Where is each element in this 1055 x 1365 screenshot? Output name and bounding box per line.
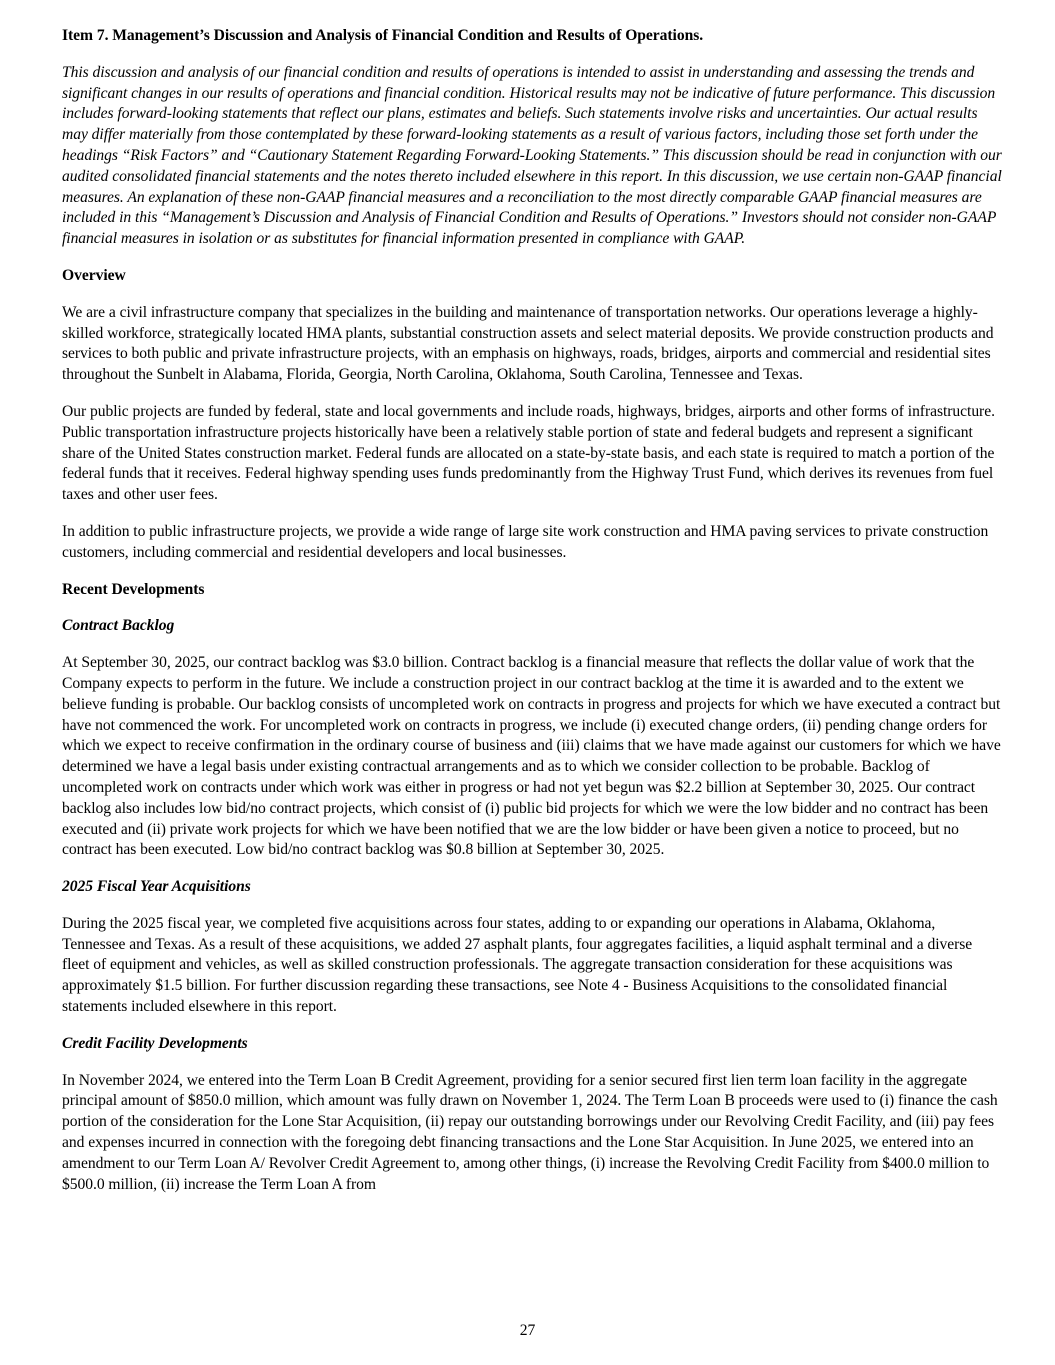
document-page [62, 26, 1002, 1211]
intro-paragraph: This discussion and analysis of our financial condition and results of operations is intended to assist in understanding and assessing the trends and significant changes in our results of operations and financial condition. Historical results may not be indicative of future performance. This discussion includes forward-looking statements that reflect our plans, estimates and beliefs. Such statements involve risks and uncertainties. Our actual results may differ materially from those contemplated by these forward-looking statements as a result of various factors, including those set forth under the headings “Risk Factors” and “Cautionary Statement Regarding Forward-Looking Statements.” This discussion should be read in conjunction with our audited consolidated financial statements and the notes thereto included elsewhere in this report. In this discussion, we use certain non-GAAP financial measures. An explanation of these non-GAAP financial measures and a reconciliation to the most directly comparable GAAP financial measures are included in this “Management’s Discussion and Analysis of Financial Condition and Results of Operations.” Investors should not consider non-GAAP financial measures in isolation or as substitutes for financial information presented in compliance with GAAP. [62, 63, 1002, 248]
section-title: Item 7. Management’s Discussion and Analysis of Financial Condition and Results of Operations. [62, 27, 704, 44]
acquisitions-paragraph: During the 2025 fiscal year, we completed five acquisitions across four states, adding to or expanding our operations in Alabama, Oklahoma, Tennessee and Texas. As a result of these acquisitions, we added 27 asphalt plants, four aggregates facilities, a liquid asphalt terminal and a diverse fleet of equipment and vehicles, as well as skilled construction professionals. The aggregate transaction consideration for these acquisitions was approximately $1.5 billion. For further discussion regarding these transactions, see Note 4 - Business Acquisitions to the consolidated financial statements included elsewhere in this report. [62, 914, 973, 1016]
recent-developments-heading: Recent Developments [62, 580, 205, 598]
contract-backlog-heading: Contract Backlog [62, 617, 175, 635]
acquisitions-heading: 2025 Fiscal Year Acquisitions [62, 878, 251, 896]
page-number: 27 [519, 1322, 536, 1339]
credit-facility-paragraph: In November 2024, we entered into the Term Loan B Credit Agreement, providing for a senior secured first lien term loan facility in the aggregate principal amount of $850.0 million, which amount was fully drawn on November 1, 2024. The Term Loan B proceeds were used to (i) finance the cash portion of the consideration for the Lone Star Acquisition, (ii) repay our outstanding borrowings under our Revolving Credit Facility, and (iii) pay fees and expenses incurred in connection with the foregoing debt financing transactions and the Lone Star Acquisition. In June 2025, we entered into an amendment to our Term Loan A/ Revolver Credit Agreement to, among other things, (i) increase the Revolving Credit Facility from $400.0 million to $500.0 million, (ii) increase the Term Loan A from [62, 1071, 998, 1193]
contract-backlog-paragraph: At September 30, 2025, our contract backlog was $3.0 billion. Contract backlog is a financial measure that reflects the dollar value of work that the Company expects to perform in the future. We include a construction project in our contract backlog at the time it is awarded and to the extent we believe funding is probable. Our backlog consists of uncompleted work on contracts in progress and projects for which we have executed a contract but have not commenced the work. For uncompleted work on contracts in progress, we include (i) executed change orders, (ii) pending change orders for which we expect to receive confirmation in the ordinary course of business and (iii) claims that we have made against our customers for which we have determined we have a legal basis under existing contractual arrangements and as to which we consider collection to be probable. Backlog of uncompleted work on contracts under which work was either in progress or had not yet begun was $2.2 billion at September 30, 2025. Our contract backlog also includes low bid/no contract projects, which consist of (i) public bid projects for which we were the low bidder and no contract has been executed and (ii) private work projects for which we have been notified that we are the low bidder or have been given a notice to proceed, but no contract has been executed. Low bid/no contract backlog was $0.8 billion at September 30, 2025. [62, 654, 1001, 859]
credit-facility-heading: Credit Facility Developments [62, 1034, 248, 1052]
overview-paragraph: In addition to public infrastructure projects, we provide a wide range of large site work construction and HMA paving services to private construction customers, including commercial and residential developers and local businesses. [62, 522, 989, 561]
overview-paragraph: Our public projects are funded by federal, state and local governments and include roads, highways, bridges, airports and other forms of infrastructure. Public transportation infrastructure projects historically have been a relatively stable portion of state and federal budgets and represent a significant share of the United States construction market. Federal funds are allocated on a state-by-state basis, and each state is required to match a portion of the federal funds that it receives. Federal highway spending uses funds predominantly from the Highway Trust Fund, which derives its revenues from fuel taxes and other user fees. [62, 402, 995, 504]
overview-heading: Overview [62, 266, 126, 284]
overview-paragraph: We are a civil infrastructure company that specializes in the building and maintenance of transportation networks. Our operations leverage a highly-skilled workforce, strategically located HMA plants, substantial construction assets and select material deposits. We provide construction products and services to both public and private infrastructure projects, with an emphasis on highways, roads, bridges, airports and commercial and residential sites throughout the Sunbelt in Alabama, Florida, Georgia, North Carolina, Oklahoma, South Carolina, Tennessee and Texas. [62, 303, 994, 384]
